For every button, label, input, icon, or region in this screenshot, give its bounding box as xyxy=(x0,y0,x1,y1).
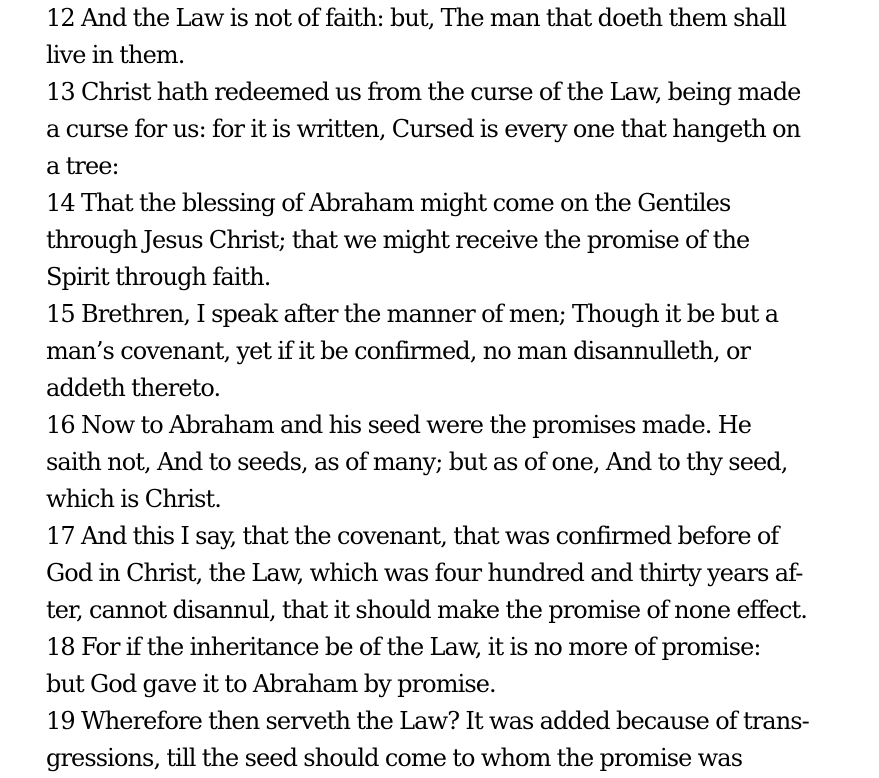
verse-19-line-1: 19 Wherefore then serveth the Law? It was added because of trans- xyxy=(46,707,809,735)
verse-13-line-2: a curse for us: for it is written, Cursed is every one that hangeth on xyxy=(46,115,801,143)
verse-13-line-1: 13 Christ hath redeemed us from the curse of the Law, being made xyxy=(46,78,801,106)
verse-17-line-1: 17 And this I say, that the covenant, that was confirmed before of xyxy=(46,522,779,550)
verse-18-line-1: 18 For if the inheritance be of the Law, it is no more of promise: xyxy=(46,633,761,661)
verse-12-line-2: live in them. xyxy=(46,41,185,69)
verse-16-line-1: 16 Now to Abraham and his seed were the promises made. He xyxy=(46,411,752,439)
verse-14-line-1: 14 That the blessing of Abraham might come on the Gentiles xyxy=(46,189,731,217)
verse-15-line-2: man’s covenant, yet if it be confirmed, no man disannulleth, or xyxy=(46,337,751,365)
verse-15-line-3: addeth thereto. xyxy=(46,374,221,402)
verse-18-line-2: but God gave it to Abraham by promise. xyxy=(46,670,496,698)
verse-17-line-2: God in Christ, the Law, which was four hundred and thirty years af- xyxy=(46,559,803,587)
verse-13-line-3: a tree: xyxy=(46,152,119,180)
document-page xyxy=(46,0,872,777)
verse-14-line-3: Spirit through faith. xyxy=(46,263,271,291)
verse-16-line-2: saith not, And to seeds, as of many; but as of one, And to thy seed, xyxy=(46,448,788,476)
verse-16-line-3: which is Christ. xyxy=(46,485,221,513)
verse-17-line-3: ter, cannot disannul, that it should make the promise of none effect. xyxy=(46,596,807,624)
verse-15-line-1: 15 Brethren, I speak after the manner of men; Though it be but a xyxy=(46,300,779,328)
verse-19-line-2: gressions, till the seed should come to whom the promise was xyxy=(46,744,743,772)
verse-12-line-1: 12 And the Law is not of faith: but, The man that doeth them shall xyxy=(46,4,787,32)
verse-14-line-2: through Jesus Christ; that we might receive the promise of the xyxy=(46,226,750,254)
